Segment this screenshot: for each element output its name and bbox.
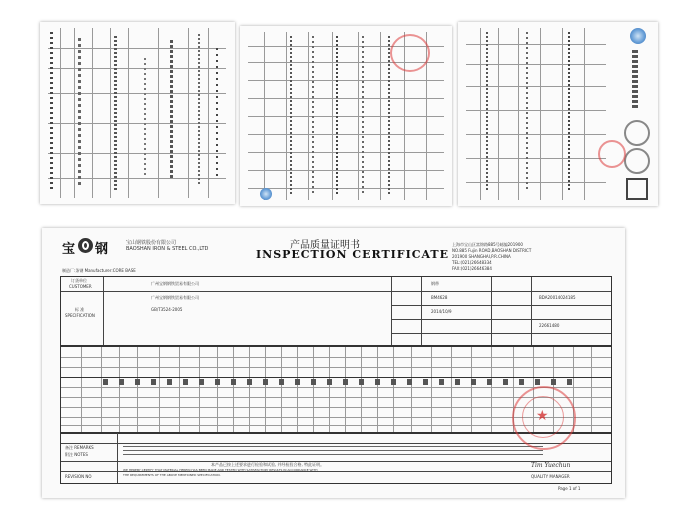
certificate-number: BDA20014024185 — [539, 295, 576, 300]
info-table — [60, 276, 612, 346]
issue-date: 2014/10/9 — [431, 309, 452, 314]
background-document-1 — [40, 22, 235, 204]
certification-mark — [626, 178, 648, 200]
revision-label: REVISION NO — [65, 474, 92, 479]
tel: TEL:(021)26648334 — [452, 260, 492, 265]
address-en-2: 201900 SHANGHAI,P.R.CHINA — [452, 254, 511, 259]
signature: Tim Yuechun — [531, 462, 571, 469]
red-stamp — [390, 34, 430, 72]
page-number: Page 1 of 1 — [558, 486, 581, 491]
company-logo-seal — [630, 28, 646, 44]
vertical-company-name — [632, 50, 638, 110]
consignee-value: 广州宝钢钢铁贸易有限公司 — [151, 295, 199, 300]
company-name-cn: 宝山钢铁股份有限公司 — [126, 240, 177, 246]
company-name-en: BAOSHAN IRON & STEEL CO.,LTD — [126, 246, 209, 252]
red-stamp — [598, 140, 626, 168]
address-cn: 上海市宝山区富锦路885号邮编201900 — [452, 242, 523, 247]
contract-number: 22661480 — [539, 323, 560, 328]
company-logo-seal — [260, 188, 272, 200]
manufacturer: 制造厂:条钢 Manufacturer:CORE BASE — [62, 268, 136, 273]
customer-value: 广州宝钢钢铁贸易有限公司 — [151, 281, 199, 286]
background-document-3 — [458, 22, 658, 206]
product-value: 钢带 — [431, 281, 439, 286]
spec-label-cn: 标 准 — [75, 307, 85, 312]
inspection-red-stamp: ★ — [512, 386, 576, 450]
fax: FAX:(021)26646384 — [452, 266, 492, 271]
certificate-title-en: INSPECTION CERTIFICATE — [256, 248, 449, 261]
customer-label-cn: 订货单位 — [71, 278, 87, 283]
data-row-values — [103, 379, 583, 385]
footer-statement-en: WE HEREBY CERTIFY THAT MATERIAL HEREIN HAS BEEN MADE AND TESTED WITH SATISFACTORY RESULTS IN ACCORDANCE WITH — [123, 468, 318, 472]
quality-manager-label: QUALITY MANAGER — [531, 474, 570, 479]
footer-statement-cn: 本产品已按上述要求进行检验和试验, 并经检验合格, 特此证明。 — [211, 462, 325, 467]
address-en-1: NO.885 Fujin ROAD,BAOSHAN DISTRICT — [452, 248, 532, 253]
spec-value: GB/T3524-2005 — [151, 307, 183, 312]
notes-label: 附注 NOTES — [65, 452, 88, 457]
baosteel-emblem-icon — [78, 238, 93, 253]
certification-mark — [624, 120, 650, 146]
certificate-title-cn: 产品质量证明书 — [290, 240, 360, 251]
company-logo: 宝 钢 — [62, 238, 122, 254]
remarks-label: 备注 REMARKS — [65, 445, 94, 450]
inspection-certificate — [42, 228, 625, 498]
customer-label-en: CUSTOMER — [69, 284, 92, 289]
background-document-2 — [240, 26, 452, 206]
certification-mark — [624, 148, 650, 174]
spec-label-en: SPECIFICATION — [65, 313, 95, 318]
notes-text — [123, 446, 543, 458]
footer-statement-en-2: THE REQUIREMENTS OF THE ABOVE MENTIONED SPECIFICATION. — [123, 473, 221, 477]
order-number: BM4628 — [431, 295, 448, 300]
